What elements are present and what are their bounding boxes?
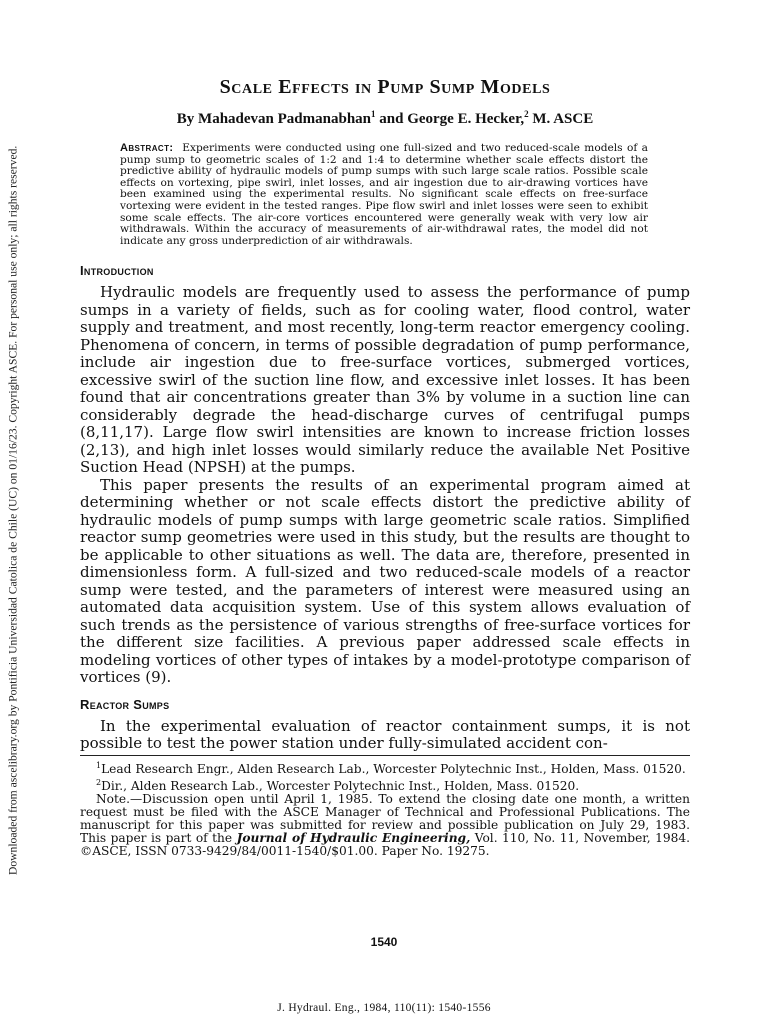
footnote-2-mark: 2 bbox=[96, 777, 102, 787]
footnote-2-text: Dir., Alden Research Lab., Worcester Polytechnic Inst., Holden, Mass. 01520. bbox=[101, 778, 580, 793]
author-2-mark: 2 bbox=[524, 109, 529, 119]
abstract bbox=[120, 143, 648, 247]
reactor-sumps-heading: Reactor Sumps bbox=[80, 696, 170, 712]
footnote-1-text: Lead Research Engr., Alden Research Lab., Worcester Polytechnic Inst., Holden, Mass. 01520. bbox=[101, 761, 686, 776]
abstract-text: Experiments were conducted using one full-sized and two reduced-scale models of a pump sump to geometric scales of 1:2 and 1:4 to determine whether scale effects distort the predictive ability of hydraulic models of pump sumps with such large scale ratios. Possible scale effects on vortexing, pipe swirl, inlet losses, and air ingestion due to air-drawing vortices have been examined using the experimental results. No significant scale effects on free-surface vortexing were evident in the tested ranges. Pipe flow swirl and inlet losses were seen to exhibit some scale effects. The air-core vortices encountered were generally weak with very low air withdrawals. Within the accuracy of measurements of air-withdrawal rates, the model did not indicate any gross underprediction of air withdrawals. bbox=[120, 142, 648, 247]
author-1: By Mahadevan Padmanabhan bbox=[176, 111, 372, 127]
discussion-note-text: Note.—Discussion open until April 1, 1985. To extend the closing date one month, a written request must be filed with the ASCE Manager of Technical and Professional Publications. The manuscript for this paper was submitted for review and possible publication on July 29, 1983. This paper is part of the bbox=[80, 791, 690, 845]
discussion-note-details: Vol. 110, No. 11, November, 1984. ©ASCE, ISSN 0733-9429/84/0011-1540/$01.00. Paper No. 19275. bbox=[80, 830, 690, 858]
author-1-mark: 1 bbox=[371, 109, 376, 119]
footnote-2 bbox=[80, 776, 690, 793]
footnote-1 bbox=[80, 759, 690, 776]
introduction-heading: Introduction bbox=[80, 263, 154, 279]
introduction-paragraph-1: Hydraulic models are frequently used to assess the performance of pump sumps in a variety of fields, such as for cooling water, flood control, water supply and treatment, and most recently, long-term reactor emergency cooling. Phenomena of concern, in terms of possible degradation of pump performance, include air ingestion due to free-surface vortices, submerged vortices, excessive swirl of the suction line flow, and excessive inlet losses. It has been found that air concentrations greater than 3% by volume in a suction line can considerably degrade the head-discharge curves of centrifugal pumps (8,11,17). Large flow swirl intensities are known to increase friction losses (2,13), and high inlet losses would similarly reduce the available Net Positive Suction Head (NPSH) at the pumps. bbox=[80, 283, 690, 477]
author-line bbox=[80, 109, 690, 128]
article-page bbox=[80, 76, 690, 858]
journal-citation: J. Hydraul. Eng., 1984, 110(11): 1540-1556 bbox=[277, 1002, 491, 1014]
page-number: 1540 bbox=[370, 935, 398, 949]
footnote-1-mark: 1 bbox=[96, 760, 102, 770]
paper-title: Scale Effects in Pump Sump Models bbox=[219, 76, 551, 98]
reactor-sumps-paragraph-1: In the experimental evaluation of reactor containment sumps, it is not possible to test the power station under fully-simulated accident con- bbox=[80, 716, 690, 753]
introduction-paragraph-2: This paper presents the results of an experimental program aimed at determining whether or not scale effects distort the predictive ability of hydraulic models of pump sumps with large geometric scale ratios. Simplified reactor sump geometries were used in this study, but the results are thought to be applicable to other situations as well. The data are, therefore, presented in dimensionless form. A full-sized and two reduced-scale models of a reactor sump were tested, and the parameters of interest were measured using an automated data acquisition system. Use of this system allows evaluation of such trends as the persistence of various strengths of free-surface vortices for the different size facilities. A previous paper addressed scale effects in modeling vortices of other types of intakes by a model-prototype comparison of vortices (9). bbox=[80, 475, 690, 687]
journal-name: Journal of Hydraulic Engineering, bbox=[236, 830, 471, 845]
author-membership: M. ASCE bbox=[528, 111, 594, 127]
author-2: and George E. Hecker, bbox=[375, 111, 525, 127]
abstract-label: Abstract: bbox=[120, 142, 174, 154]
footnote-divider bbox=[80, 755, 690, 756]
download-notice: Downloaded from ascelibrary.org by Pontificia Universidad Catolica de Chile (UC) on 01/16/23. Copyright ASCE. For personal use only; all rights reserved. bbox=[6, 145, 20, 875]
discussion-note bbox=[80, 793, 690, 858]
